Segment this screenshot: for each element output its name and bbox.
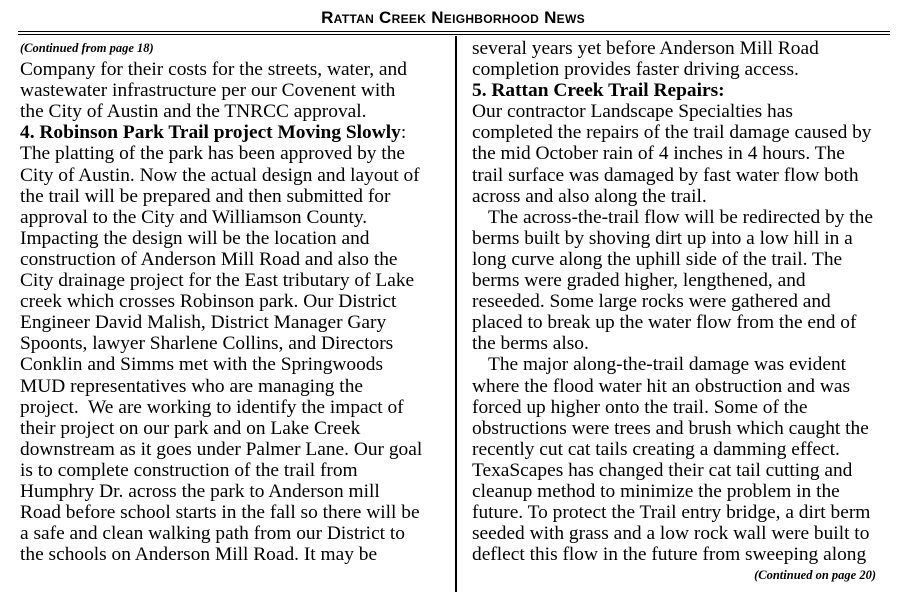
text-line: future. To protect the Trail entry bridge, a dirt berm bbox=[472, 502, 871, 524]
text-line: The across-the-trail flow will be redirected by the bbox=[488, 206, 873, 228]
text-line: Impacting the design will be the location and bbox=[20, 227, 370, 249]
text-line: the schools on Anderson Mill Road. It may be bbox=[20, 544, 378, 566]
text-line: forced up higher onto the trail. Some of the bbox=[472, 396, 808, 418]
right-column bbox=[472, 38, 892, 586]
text-line: The platting of the park has been approved by the bbox=[20, 143, 405, 165]
continued-on-note: (Continued on page 20) bbox=[754, 568, 876, 583]
text-line: the City of Austin and the TNRCC approval. bbox=[20, 101, 367, 123]
text-line: completion provides faster driving access. bbox=[472, 59, 799, 81]
section-heading-4 bbox=[20, 122, 450, 143]
text-line: trail surface was damaged by fast water flow both bbox=[472, 164, 859, 186]
text-line: wastewater infrastructure per our Covenent with bbox=[20, 80, 396, 102]
header-rule bbox=[18, 31, 890, 32]
text-line: Humphry Dr. across the park to Anderson mill bbox=[20, 480, 380, 502]
text-line: City of Austin. Now the actual design and layout of bbox=[20, 164, 420, 186]
text-line: placed to break up the water flow from the end of bbox=[472, 312, 857, 334]
text-line: cleanup method to minimize the problem in the bbox=[472, 480, 840, 502]
text-line: recently cut cat tails creating a damming effect. bbox=[472, 438, 840, 460]
left-column bbox=[20, 38, 450, 565]
text-line: completed the repairs of the trail damage caused by bbox=[472, 122, 872, 144]
text-line: construction of Anderson Mill Road and also the bbox=[20, 248, 398, 270]
text-line: the berms also. bbox=[472, 333, 589, 355]
section-heading-4-text: 4. Robinson Park Trail project Moving Slowly bbox=[20, 122, 401, 144]
section-heading-4-colon: : bbox=[400, 122, 407, 144]
text-line: MUD representatives who are managing the bbox=[20, 375, 363, 397]
text-line: berms built by shoving dirt up into a low hill in a bbox=[472, 227, 853, 249]
text-line: TexaScapes has changed their cat tail cutting and bbox=[472, 459, 853, 481]
text-line: The major along-the-trail damage was evident bbox=[488, 354, 847, 376]
text-line: creek which crosses Robinson park. Our District bbox=[20, 291, 397, 313]
text-line: Engineer David Malish, District Manager Gary bbox=[20, 312, 387, 334]
text-line: Our contractor Landscape Specialties has bbox=[472, 101, 793, 123]
text-line: is to complete construction of the trail from bbox=[20, 459, 358, 481]
newsletter-title: Rattan Creek Neighborhood News bbox=[321, 8, 585, 27]
text-line: Road before school starts in the fall so there will be bbox=[20, 502, 420, 524]
text-line: project. We are working to identify the impact of bbox=[20, 396, 404, 418]
text-line: deflect this flow in the future from sweeping along bbox=[472, 544, 867, 566]
text-line: reseeded. Some large rocks were gathered and bbox=[472, 291, 831, 313]
text-line: long curve along the uphill side of the trail. The bbox=[472, 248, 843, 270]
text-line: Spoonts, lawyer Sharlene Collins, and Directors bbox=[20, 333, 394, 355]
text-line: the mid October rain of 4 inches in 4 hours. The bbox=[472, 143, 845, 165]
section-heading-5: 5. Rattan Creek Trail Repairs: bbox=[472, 80, 725, 102]
text-line: Company for their costs for the streets, water, and bbox=[20, 59, 407, 81]
text-line: seeded with grass and a low rock wall were built to bbox=[472, 523, 870, 545]
text-line: a safe and clean walking path from our District to bbox=[20, 523, 405, 545]
text-line: downstream as it goes under Palmer Lane. Our goal bbox=[20, 438, 423, 460]
continued-from-note: (Continued from page 18) bbox=[20, 41, 154, 55]
text-line: across and also along the trail. bbox=[472, 185, 707, 207]
text-line: where the flood water hit an obstruction and was bbox=[472, 375, 851, 397]
text-line: their project on our park and on Lake Creek bbox=[20, 417, 361, 439]
text-line: approval to the City and Williamson County. bbox=[20, 206, 368, 228]
column-divider bbox=[455, 36, 457, 592]
text-line: Conklin and Simms met with the Springwoods bbox=[20, 354, 384, 376]
text-line: obstructions were trees and brush which caught the bbox=[472, 417, 869, 439]
header-rule-secondary bbox=[18, 34, 890, 35]
text-line: several years yet before Anderson Mill Road bbox=[472, 38, 819, 59]
text-line: berms were graded higher, lengthened, and bbox=[472, 270, 806, 292]
text-line: City drainage project for the East tributary of Lake bbox=[20, 270, 415, 292]
text-line: the trail will be prepared and then submitted for bbox=[20, 185, 391, 207]
